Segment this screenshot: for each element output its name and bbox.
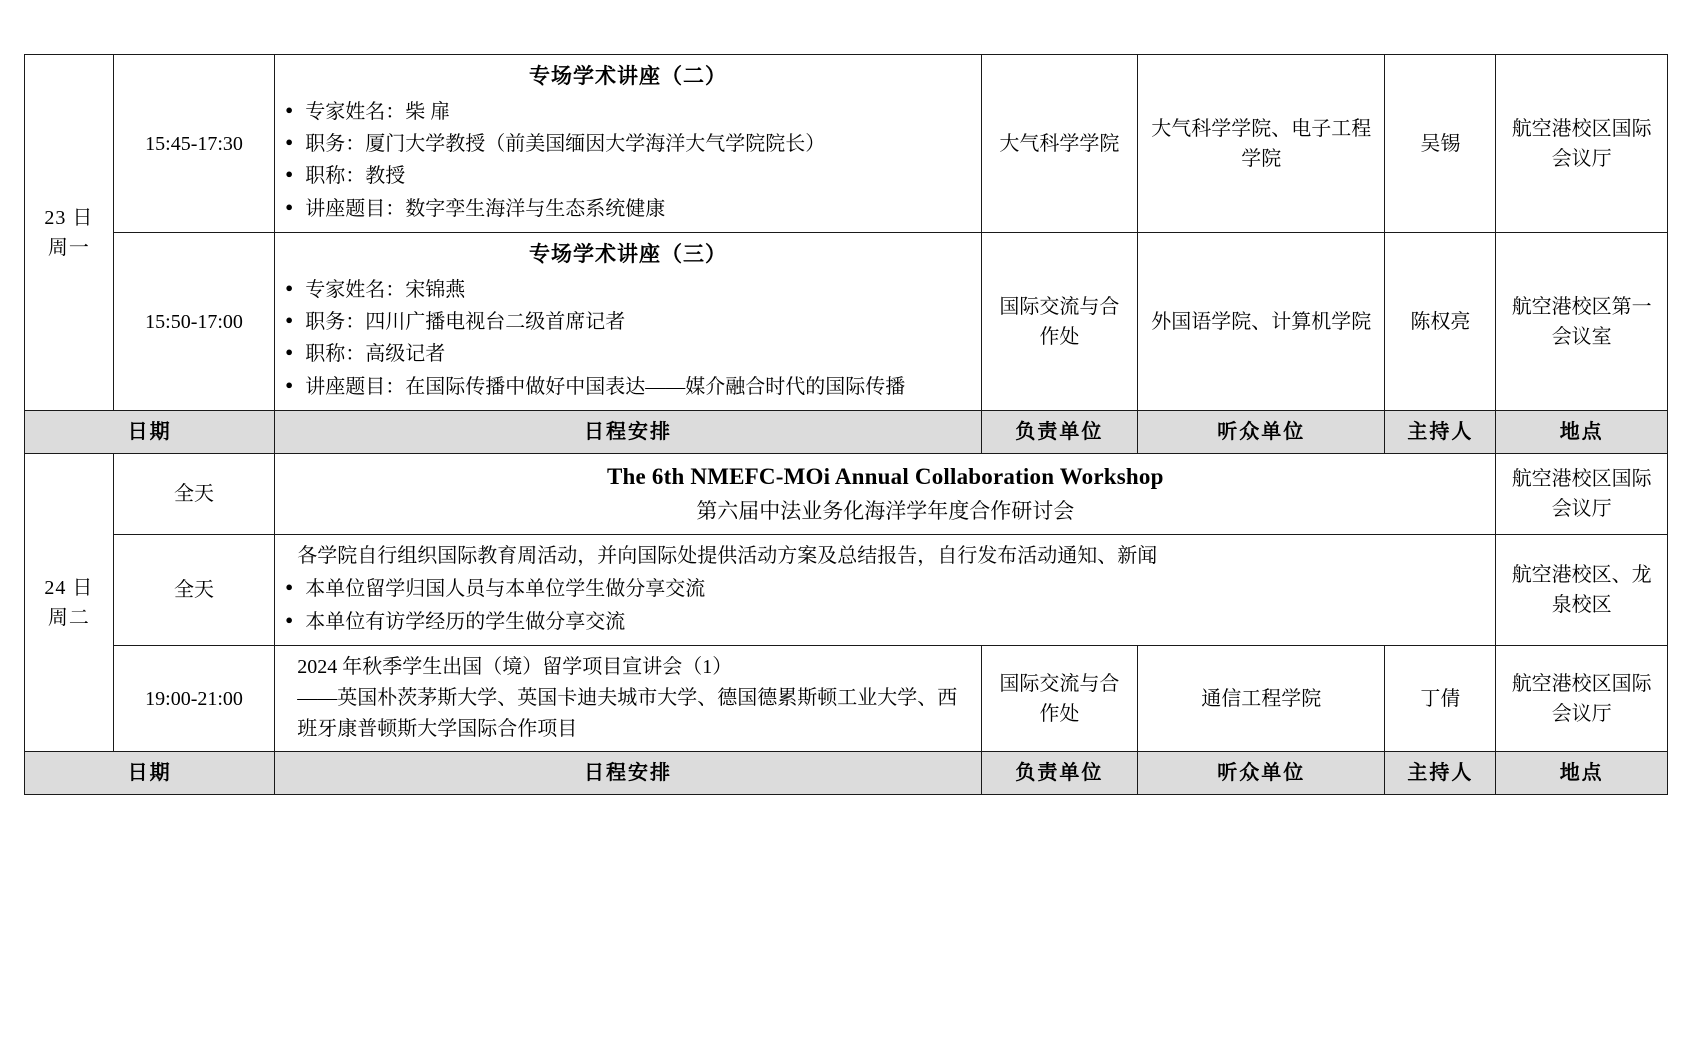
time-cell: 19:00-21:00 bbox=[113, 646, 274, 752]
list-item: ● 本单位有访学经历的学生做分享交流 bbox=[283, 607, 1487, 637]
column-header-row-bottom bbox=[25, 752, 1668, 795]
agenda-cell bbox=[275, 454, 1496, 535]
list-item: ● 职称：高级记者 bbox=[283, 339, 972, 369]
column-header-place: 地点 bbox=[1496, 411, 1668, 454]
date-line-1: 23 日 bbox=[44, 206, 94, 229]
table-row bbox=[25, 55, 1668, 233]
list-item: ● 专家姓名：柴 扉 bbox=[283, 97, 972, 127]
program-detail: ——英国朴茨茅斯大学、英国卡迪夫城市大学、德国德累斯顿工业大学、西班牙康普顿斯大学国际合作项目 bbox=[297, 687, 958, 740]
organizer-cell: 国际交流与合作处 bbox=[981, 233, 1137, 411]
program-title: 2024 年秋季学生出国（境）留学项目宣讲会（1） bbox=[297, 656, 733, 678]
list-item: ● 本单位留学归国人员与本单位学生做分享交流 bbox=[283, 574, 1487, 604]
column-header-agenda: 日程安排 bbox=[275, 411, 981, 454]
column-header-organizer: 负责单位 bbox=[981, 411, 1137, 454]
place-cell: 航空港校区国际会议厅 bbox=[1496, 454, 1668, 535]
audience-cell: 外国语学院、计算机学院 bbox=[1138, 233, 1385, 411]
host-cell: 丁倩 bbox=[1385, 646, 1496, 752]
list-item: ● 职务：厦门大学教授（前美国缅因大学海洋大气学院院长） bbox=[283, 129, 972, 159]
agenda-cell bbox=[275, 535, 1496, 646]
table-row bbox=[25, 454, 1668, 535]
time-cell: 全天 bbox=[113, 454, 274, 535]
column-header-place: 地点 bbox=[1496, 752, 1668, 795]
schedule-table bbox=[24, 54, 1668, 795]
column-header-date: 日期 bbox=[25, 752, 275, 795]
table-row bbox=[25, 646, 1668, 752]
agenda-detail-list bbox=[283, 574, 1487, 637]
column-header-row bbox=[25, 411, 1668, 454]
list-item: ● 职务：四川广播电视台二级首席记者 bbox=[283, 307, 972, 337]
agenda-cell bbox=[275, 55, 981, 233]
agenda-cell bbox=[275, 233, 981, 411]
place-cell: 航空港校区、龙泉校区 bbox=[1496, 535, 1668, 646]
column-header-host: 主持人 bbox=[1385, 752, 1496, 795]
time-cell: 15:45-17:30 bbox=[113, 55, 274, 233]
host-cell: 陈权亮 bbox=[1385, 233, 1496, 411]
table-row bbox=[25, 535, 1668, 646]
time-cell: 全天 bbox=[113, 535, 274, 646]
agenda-paragraph: 各学院自行组织国际教育周活动，并向国际处提供活动方案及总结报告，自行发布活动通知、新闻 bbox=[297, 545, 1158, 568]
column-header-audience: 听众单位 bbox=[1138, 411, 1385, 454]
lecture-detail-list bbox=[283, 275, 972, 403]
host-cell: 吴锡 bbox=[1385, 55, 1496, 233]
lecture-title: 专场学术讲座（二） bbox=[528, 64, 727, 88]
date-cell-23 bbox=[25, 55, 114, 411]
list-item: ● 职称：教授 bbox=[283, 161, 972, 191]
organizer-cell: 国际交流与合作处 bbox=[981, 646, 1137, 752]
list-item: ● 讲座题目：数字孪生海洋与生态系统健康 bbox=[283, 194, 972, 224]
date-line-1: 24 日 bbox=[44, 576, 94, 599]
organizer-cell: 大气科学学院 bbox=[981, 55, 1137, 233]
time-cell: 15:50-17:00 bbox=[113, 233, 274, 411]
lecture-title: 专场学术讲座（三） bbox=[528, 242, 727, 267]
column-header-agenda: 日程安排 bbox=[275, 752, 981, 795]
audience-cell: 通信工程学院 bbox=[1138, 646, 1385, 752]
place-cell: 航空港校区第一会议室 bbox=[1496, 233, 1668, 411]
place-cell: 航空港校区国际会议厅 bbox=[1496, 55, 1668, 233]
column-header-host: 主持人 bbox=[1385, 411, 1496, 454]
audience-cell: 大气科学学院、电子工程学院 bbox=[1138, 55, 1385, 233]
workshop-title-cn: 第六届中法业务化海洋学年度合作研讨会 bbox=[696, 498, 1075, 523]
date-cell-24 bbox=[25, 454, 114, 752]
agenda-cell bbox=[275, 646, 981, 752]
column-header-audience: 听众单位 bbox=[1138, 752, 1385, 795]
place-cell: 航空港校区国际会议厅 bbox=[1496, 646, 1668, 752]
lecture-detail-list bbox=[283, 97, 972, 225]
list-item: ● 讲座题目：在国际传播中做好中国表达——媒介融合时代的国际传播 bbox=[283, 372, 972, 402]
column-header-date: 日期 bbox=[25, 411, 275, 454]
date-line-2: 周二 bbox=[47, 606, 90, 629]
workshop-title-en: The 6th NMEFC-MOi Annual Collaboration Workshop bbox=[607, 464, 1164, 490]
column-header-organizer: 负责单位 bbox=[981, 752, 1137, 795]
date-line-2: 周一 bbox=[47, 236, 90, 259]
list-item: ● 专家姓名：宋锦燕 bbox=[283, 275, 972, 305]
table-row bbox=[25, 233, 1668, 411]
